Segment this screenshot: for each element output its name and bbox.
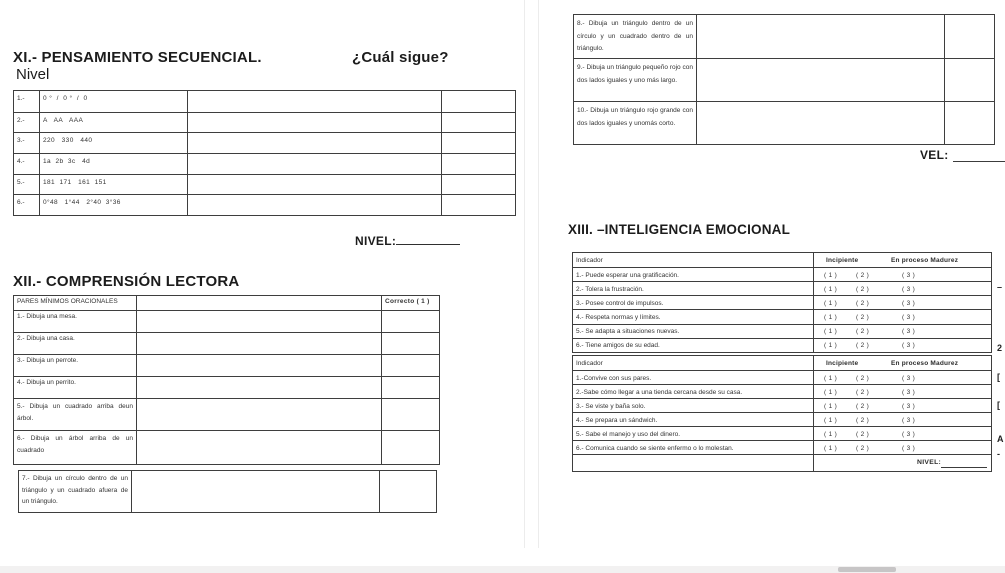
nivel-table-label: NIVEL: xyxy=(917,459,942,466)
indicator-text: 4.- Respeta normas y límites. xyxy=(576,313,661,321)
table-row xyxy=(14,112,515,133)
table-row xyxy=(14,332,439,354)
score-cell[interactable] xyxy=(381,333,439,354)
incipiente-header: Incipiente xyxy=(826,359,859,367)
instruction-text: 6.- Dibuja un árbol arriba de un cuadrado xyxy=(17,435,133,454)
answer-cell[interactable] xyxy=(136,377,381,398)
en-proceso-madurez-header: En proceso Madurez xyxy=(891,256,959,264)
answer-cell[interactable] xyxy=(136,311,381,332)
answer-cell[interactable] xyxy=(136,355,381,376)
rating-option-2[interactable]: ( 2 ) xyxy=(856,444,870,452)
indicator-text: 2.- Tolera la frustración. xyxy=(576,285,644,293)
score-cell[interactable] xyxy=(379,471,436,512)
score-cell[interactable] xyxy=(944,59,994,101)
rating-option-2[interactable]: ( 2 ) xyxy=(856,416,870,424)
rating-option-1[interactable]: ( 1 ) xyxy=(824,285,838,293)
rating-cell xyxy=(813,339,991,352)
table-row xyxy=(573,324,991,338)
score-cell[interactable] xyxy=(381,377,439,398)
rating-option-2[interactable]: ( 2 ) xyxy=(856,313,870,321)
rating-option-1[interactable]: ( 1 ) xyxy=(824,388,838,396)
rating-header-cell xyxy=(813,356,991,370)
nivel-blank-line[interactable] xyxy=(396,234,460,245)
score-cell[interactable] xyxy=(441,154,515,174)
edge-cutoff-fragment: [ xyxy=(997,372,1000,382)
instruction-text: 1.- Dibuja una mesa. xyxy=(17,313,77,320)
rating-option-1[interactable]: ( 1 ) xyxy=(824,374,838,382)
nivel-row xyxy=(573,454,991,471)
instruction-text: 4.- Dibuja un perrito. xyxy=(17,379,76,386)
instruction-text: 5.- Dibuja un cuadrado arriba deun árbol. xyxy=(17,403,133,422)
indicator-text: 5.- Sabe el manejo y uso del dinero. xyxy=(576,430,681,438)
rating-option-3[interactable]: ( 3 ) xyxy=(902,444,916,452)
pares-minimos-header: PARES MÍNIMOS ORACIONALES xyxy=(17,298,118,305)
edge-cutoff-fragment: A xyxy=(997,434,1004,444)
nivel-label: Nivel xyxy=(16,66,50,83)
answer-cell[interactable] xyxy=(136,333,381,354)
table-row xyxy=(573,281,991,295)
table-row xyxy=(14,153,515,174)
table-row xyxy=(573,426,991,440)
rating-option-1[interactable]: ( 1 ) xyxy=(824,416,838,424)
correcto-header: Correcto ( 1 ) xyxy=(381,296,439,310)
table-row xyxy=(573,412,991,426)
en-proceso-madurez-header: En proceso Madurez xyxy=(891,359,959,367)
rating-option-3[interactable]: ( 3 ) xyxy=(902,416,916,424)
sequence-text: 220 330 440 xyxy=(39,133,187,153)
vel-label: VEL: xyxy=(920,148,949,162)
rating-cell xyxy=(813,325,991,338)
answer-cell[interactable] xyxy=(136,431,381,464)
indicator-text: 3.- Se viste y baña solo. xyxy=(576,402,646,410)
score-cell[interactable] xyxy=(381,355,439,376)
score-cell[interactable] xyxy=(944,15,994,58)
rating-option-3[interactable]: ( 3 ) xyxy=(902,299,916,307)
indicador-header: Indicador xyxy=(576,256,603,264)
rating-option-1[interactable]: ( 1 ) xyxy=(824,430,838,438)
answer-cell[interactable] xyxy=(696,15,944,58)
row-number: 3.- xyxy=(17,137,25,145)
rating-option-3[interactable]: ( 3 ) xyxy=(902,430,916,438)
indicator-text: 1.- Puede esperar una gratificación. xyxy=(576,271,679,279)
incipiente-header: Incipiente xyxy=(826,256,859,264)
sequence-text: 0 ° / 0 ° / 0 xyxy=(39,91,187,112)
rating-cell xyxy=(813,385,991,398)
rating-cell xyxy=(813,310,991,323)
reading-comprehension-row7-table xyxy=(18,470,437,513)
table-row xyxy=(573,398,991,412)
right-page-edge xyxy=(538,0,539,548)
rating-option-1[interactable]: ( 1 ) xyxy=(824,402,838,410)
answer-cell[interactable] xyxy=(187,91,441,112)
instruction-text: 8.- Dibuja un triángulo dentro de un círculo y un cuadrado dentro de un triángulo. xyxy=(577,20,693,52)
empty-cell xyxy=(573,455,813,471)
rating-cell xyxy=(813,296,991,309)
indicator-text: 6.- Comunica cuando se siente enfermo o lo molestan. xyxy=(576,444,734,452)
table-row xyxy=(573,370,991,384)
table-row xyxy=(14,194,515,215)
rating-option-1[interactable]: ( 1 ) xyxy=(824,299,838,307)
rating-option-3[interactable]: ( 3 ) xyxy=(902,328,916,336)
sequence-text: 181 171 161 151 xyxy=(39,175,187,195)
rating-option-3[interactable]: ( 3 ) xyxy=(902,374,916,382)
answer-cell[interactable] xyxy=(187,113,441,133)
instruction-text: 7.- Dibuja un círculo dentro de un triángulo y un cuadrado afuera de un triángulo. xyxy=(22,475,128,505)
table-row xyxy=(14,174,515,195)
score-cell[interactable] xyxy=(381,311,439,332)
left-page-edge xyxy=(524,0,525,548)
rating-option-2[interactable]: ( 2 ) xyxy=(856,271,870,279)
answer-cell[interactable] xyxy=(131,471,379,512)
answer-cell[interactable] xyxy=(187,195,441,215)
rating-option-2[interactable]: ( 2 ) xyxy=(856,374,870,382)
table-row xyxy=(574,15,994,58)
rating-option-1[interactable]: ( 1 ) xyxy=(824,328,838,336)
table-row xyxy=(573,309,991,323)
score-cell[interactable] xyxy=(441,91,515,112)
indicator-text: 6.- Tiene amigos de su edad. xyxy=(576,342,660,350)
indicador-header: Indicador xyxy=(576,359,603,367)
indicator-text: 4.- Se prepara un sándwich. xyxy=(576,416,658,424)
answer-cell[interactable] xyxy=(696,102,944,144)
score-cell[interactable] xyxy=(441,113,515,133)
rating-option-2[interactable]: ( 2 ) xyxy=(856,342,870,350)
vel-blank-line[interactable] xyxy=(953,161,1005,162)
answer-cell[interactable] xyxy=(696,59,944,101)
rating-option-2[interactable]: ( 2 ) xyxy=(856,285,870,293)
reading-comprehension-table xyxy=(13,295,440,465)
table-header-row xyxy=(573,356,991,370)
rating-option-1[interactable]: ( 1 ) xyxy=(824,313,838,321)
nivel-result-label: NIVEL: xyxy=(355,234,397,248)
table-row xyxy=(14,310,439,332)
rating-option-2[interactable]: ( 2 ) xyxy=(856,328,870,336)
rating-cell xyxy=(813,399,991,412)
emotional-intelligence-table-1 xyxy=(572,252,992,353)
rating-option-1[interactable]: ( 1 ) xyxy=(824,444,838,452)
edge-cutoff-fragment: - xyxy=(997,449,1000,459)
rating-option-3[interactable]: ( 3 ) xyxy=(902,271,916,279)
cual-sigue-heading: ¿Cuál sigue? xyxy=(352,49,449,66)
score-cell[interactable] xyxy=(381,431,439,464)
score-cell[interactable] xyxy=(381,399,439,430)
rating-option-3[interactable]: ( 3 ) xyxy=(902,388,916,396)
indicator-text: 3.- Posee control de impulsos. xyxy=(576,299,664,307)
section-xiii-title: XIII. –INTELIGENCIA EMOCIONAL xyxy=(568,222,791,237)
rating-option-3[interactable]: ( 3 ) xyxy=(902,285,916,293)
table-row xyxy=(573,440,991,454)
row-number: 2.- xyxy=(17,116,25,124)
rating-option-2[interactable]: ( 2 ) xyxy=(856,299,870,307)
score-cell[interactable] xyxy=(944,102,994,144)
table-row xyxy=(573,267,991,281)
rating-option-1[interactable]: ( 1 ) xyxy=(824,271,838,279)
rating-option-2[interactable]: ( 2 ) xyxy=(856,402,870,410)
rating-option-2[interactable]: ( 2 ) xyxy=(856,430,870,438)
rating-option-1[interactable]: ( 1 ) xyxy=(824,342,838,350)
row-number: 1.- xyxy=(17,95,25,102)
instruction-text: 10.- Dibuja un triángulo rojo grande con dos lados iguales y unomás corto. xyxy=(577,107,693,127)
rating-cell xyxy=(813,427,991,440)
sequence-text: 0°48 1°44 2°40 3°36 xyxy=(39,195,187,215)
row-number: 4.- xyxy=(17,158,25,166)
table-row xyxy=(14,376,439,398)
rating-cell xyxy=(813,282,991,295)
rating-cell xyxy=(813,441,991,454)
table-row xyxy=(14,132,515,153)
rating-cell xyxy=(813,268,991,281)
rating-cell xyxy=(813,371,991,384)
table-row xyxy=(574,101,994,144)
answer-cell[interactable] xyxy=(187,133,441,153)
instruction-text: 3.- Dibuja un perrote. xyxy=(17,357,79,364)
score-cell[interactable] xyxy=(441,133,515,153)
instruction-text: 2.- Dibuja una casa. xyxy=(17,335,75,342)
indicator-text: 1.-Convive con sus pares. xyxy=(576,374,652,382)
sequence-text: 1a 2b 3c 4d xyxy=(39,154,187,174)
rating-option-3[interactable]: ( 3 ) xyxy=(902,402,916,410)
table-header-row xyxy=(573,253,991,267)
edge-cutoff-fragment: [ xyxy=(997,400,1000,410)
table-row xyxy=(14,91,515,112)
table-row xyxy=(573,295,991,309)
answer-cell[interactable] xyxy=(187,175,441,195)
table-row xyxy=(14,430,439,464)
vel-field xyxy=(920,146,949,164)
drawing-instructions-table xyxy=(573,14,995,145)
rating-header-cell xyxy=(813,253,991,267)
instruction-text: 9.- Dibuja un triángulo pequeño rojo con dos lados iguales y uno más largo. xyxy=(577,64,693,84)
table-row xyxy=(14,354,439,376)
score-cell[interactable] xyxy=(441,195,515,215)
rating-option-3[interactable]: ( 3 ) xyxy=(902,342,916,350)
table-row xyxy=(14,398,439,430)
indicator-text: 2.-Sabe cómo llegar a una tienda cercana desde su casa. xyxy=(576,388,743,396)
score-cell[interactable] xyxy=(441,175,515,195)
rating-option-3[interactable]: ( 3 ) xyxy=(902,313,916,321)
rating-cell xyxy=(813,413,991,426)
section-xi-title: XI.- PENSAMIENTO SECUENCIAL. xyxy=(13,49,262,66)
empty-header-cell xyxy=(136,296,381,310)
edge-cutoff-fragment: 2 xyxy=(997,343,1003,353)
section-xii-title: XII.- COMPRENSIÓN LECTORA xyxy=(13,273,240,290)
table-row xyxy=(573,384,991,398)
horizontal-scrollbar-thumb[interactable] xyxy=(838,567,896,572)
table-row xyxy=(574,58,994,101)
table-header-row xyxy=(14,296,439,310)
answer-cell[interactable] xyxy=(187,154,441,174)
sequential-thinking-table xyxy=(13,90,516,216)
table-row xyxy=(19,471,436,512)
answer-cell[interactable] xyxy=(136,399,381,430)
table-row xyxy=(573,338,991,352)
nivel-result-field xyxy=(355,232,460,250)
indicator-text: 5.- Se adapta a situaciones nuevas. xyxy=(576,328,680,336)
rating-option-2[interactable]: ( 2 ) xyxy=(856,388,870,396)
sequence-text: A AA AAA xyxy=(39,113,187,133)
emotional-intelligence-table-2 xyxy=(572,355,992,472)
edge-cutoff-fragment: – xyxy=(997,282,1003,292)
row-number: 5.- xyxy=(17,178,25,186)
nivel-blank-line[interactable] xyxy=(941,467,987,468)
nivel-cell xyxy=(813,455,991,471)
row-number: 6.- xyxy=(17,199,25,207)
